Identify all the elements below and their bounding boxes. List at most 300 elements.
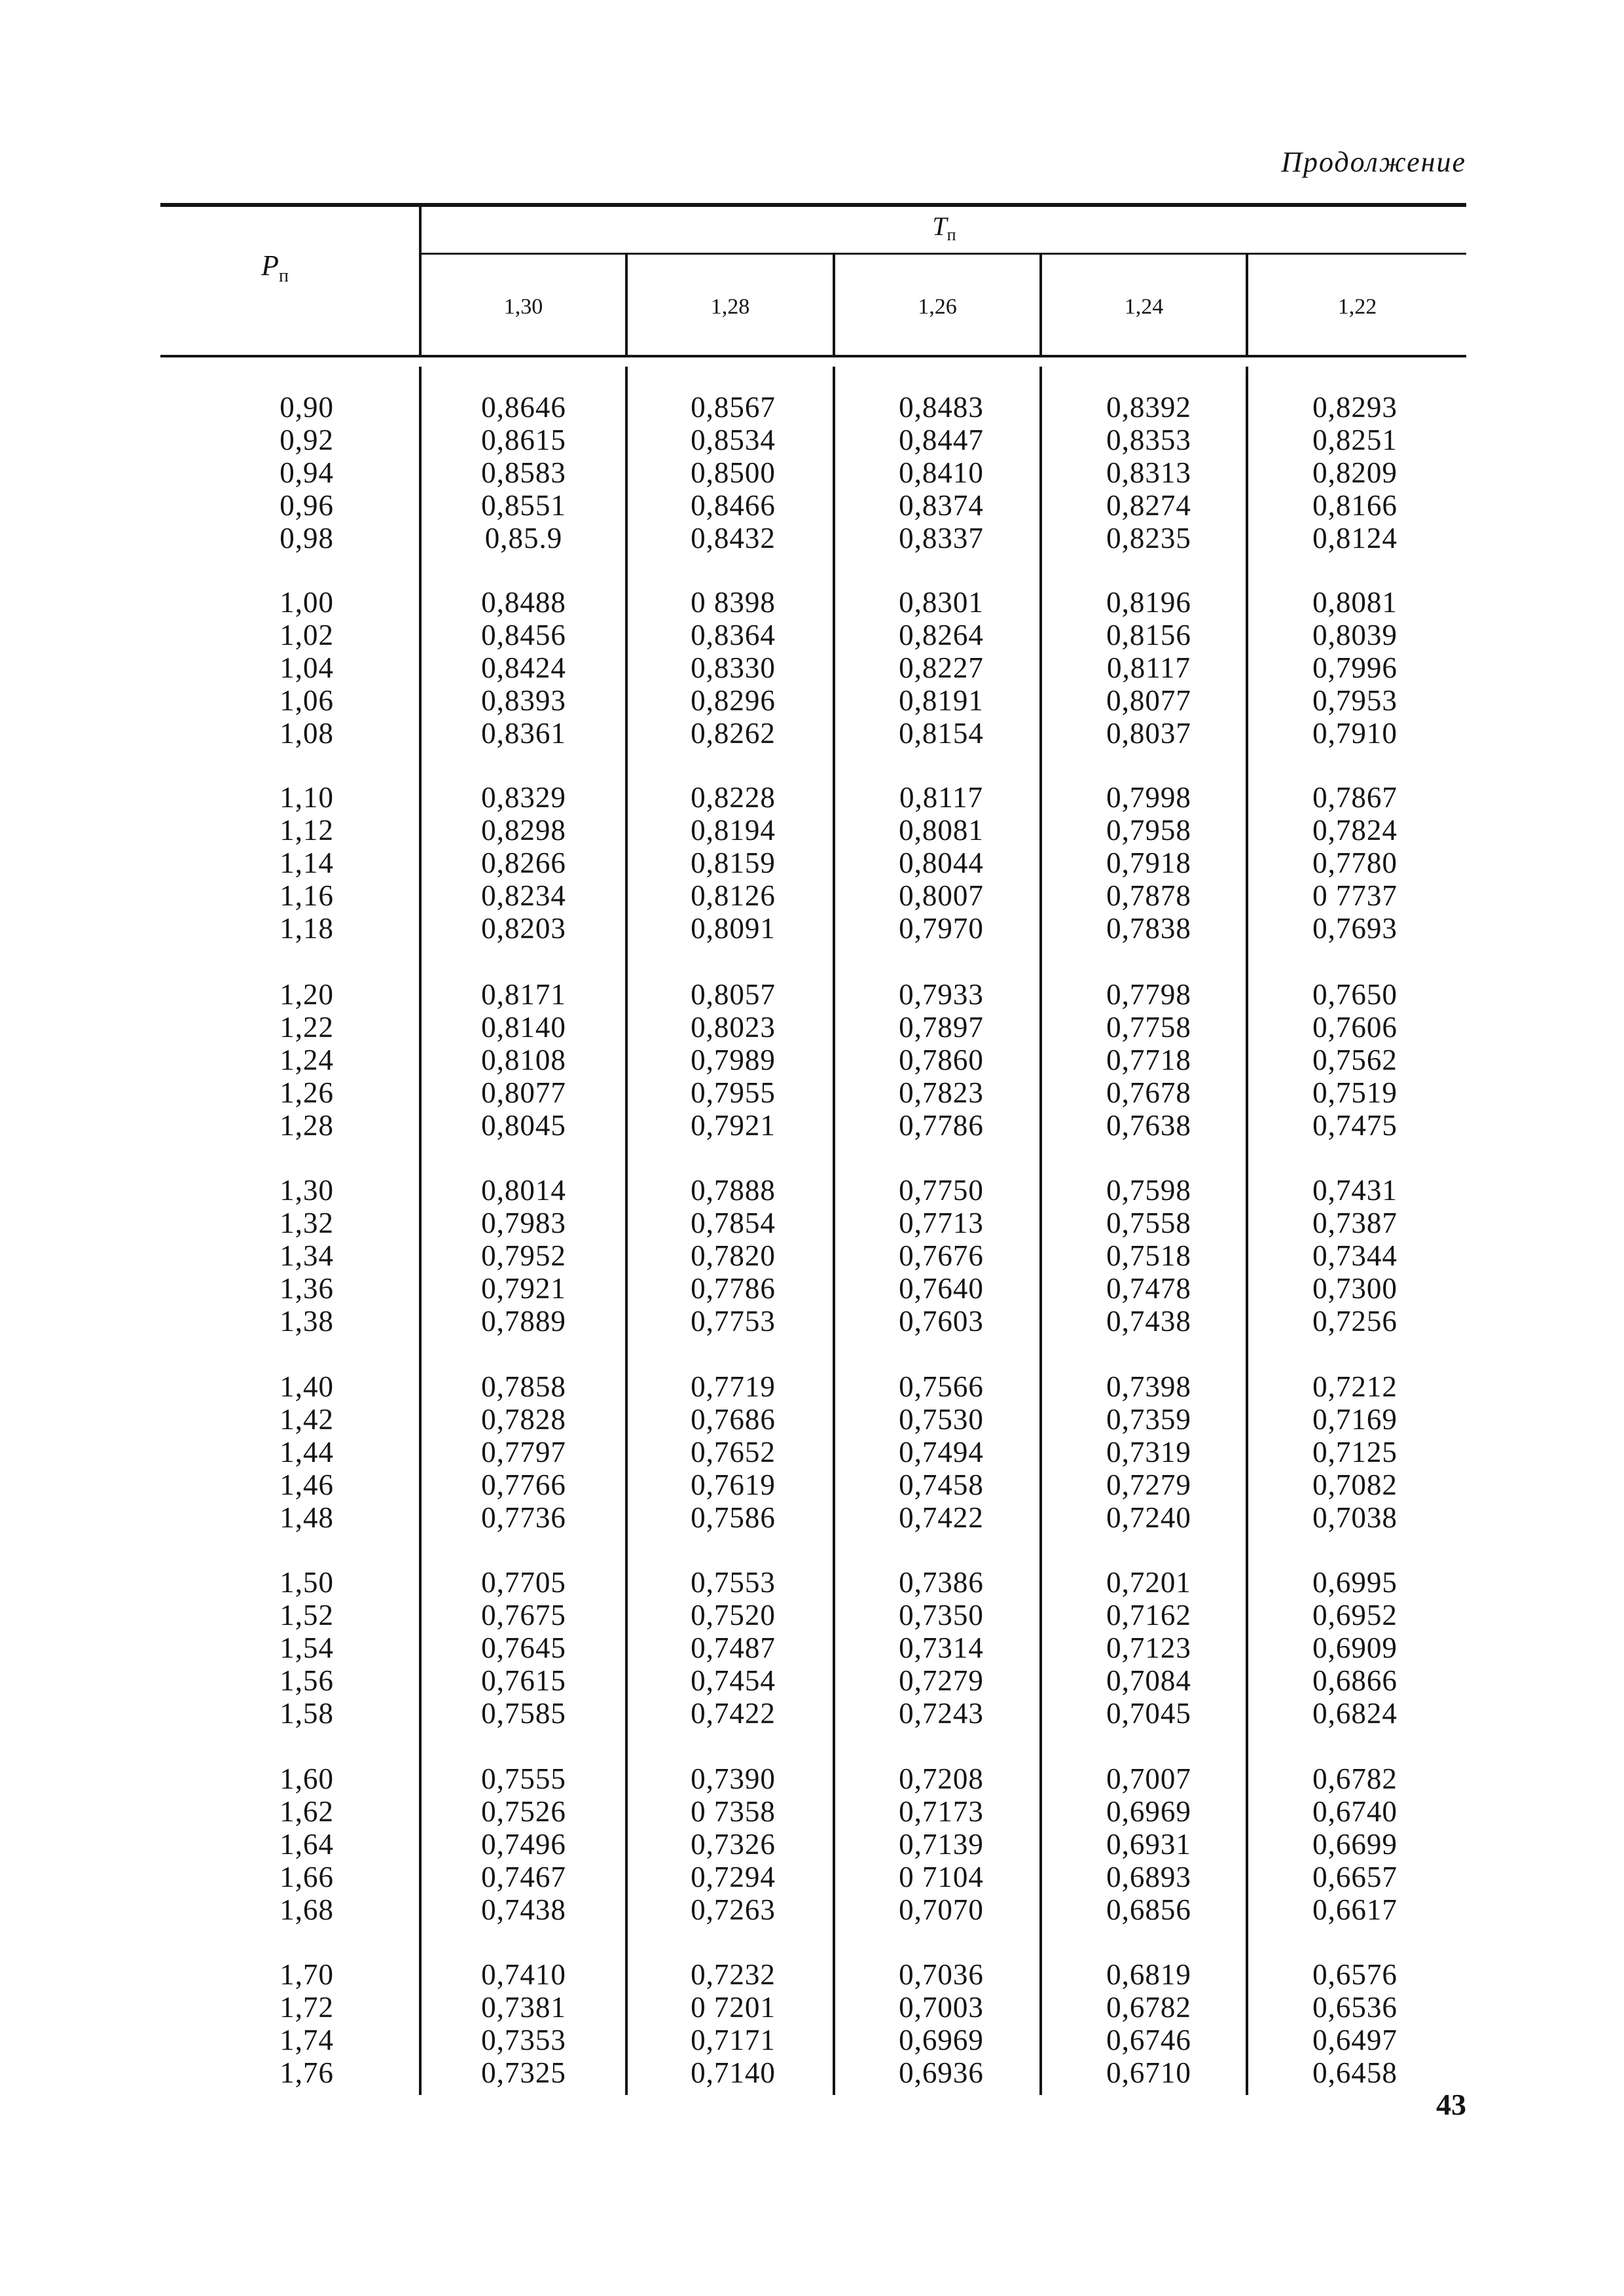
pressure-cell: 1,70 [280,1958,334,1991]
value-cell: 0,8337 [899,522,984,555]
value-cell: 0,7606 [1312,1011,1398,1044]
value-cell: 0,7989 [691,1044,776,1076]
pressure-cell: 1,68 [280,1893,334,1926]
value-cell: 0,7786 [691,1272,776,1305]
table-row [0,684,1624,717]
value-cell: 0,7326 [691,1828,776,1861]
table-row [0,2024,1624,2056]
table-row [0,847,1624,879]
value-cell: 0,7494 [899,1436,984,1468]
value-cell: 0,7438 [1106,1305,1191,1338]
value-cell: 0,6995 [1312,1566,1398,1599]
value-cell: 0,7650 [1312,978,1398,1011]
table-row [0,1893,1624,1926]
value-cell: 0,7171 [691,2024,776,2056]
value-cell: 0,7970 [899,912,984,945]
pressure-cell: 1,48 [280,1501,334,1534]
table-row [0,651,1624,684]
t-column-header: 1,30 [503,295,543,319]
value-cell: 0,7381 [481,1991,566,2024]
table-row [0,1566,1624,1599]
value-cell: 0 7201 [691,1991,776,2024]
value-cell: 0,6969 [899,2024,984,2056]
header-bottom-rule [160,355,1466,357]
table-row [0,912,1624,945]
value-cell: 0,7867 [1312,781,1398,814]
value-cell: 0,8298 [481,814,566,847]
value-cell: 0,7828 [481,1403,566,1436]
value-cell: 0,8156 [1106,619,1191,651]
value-cell: 0,7854 [691,1207,776,1239]
value-cell: 0,7344 [1312,1239,1398,1272]
value-cell: 0,8466 [691,489,776,522]
table-row [0,1174,1624,1207]
pressure-cell: 1,10 [280,781,334,814]
value-cell: 0,7719 [691,1370,776,1403]
value-cell: 0,8534 [691,424,776,456]
value-cell: 0,7823 [899,1076,984,1109]
table-row [0,1272,1624,1305]
value-cell: 0,8117 [899,781,984,814]
value-cell: 0,8583 [481,456,566,489]
pressure-cell: 1,22 [280,1011,334,1044]
table-row [0,1011,1624,1044]
value-cell: 0,8014 [481,1174,566,1207]
table-row [0,1762,1624,1795]
value-cell: 0,8081 [899,814,984,847]
value-cell: 0,7640 [899,1272,984,1305]
value-cell: 0,7478 [1106,1272,1191,1305]
pressure-cell: 1,38 [280,1305,334,1338]
value-cell: 0,6458 [1312,2056,1398,2089]
table-row [0,1403,1624,1436]
value-cell: 0,8361 [481,717,566,750]
value-cell: 0,7398 [1106,1370,1191,1403]
value-cell: 0,7422 [899,1501,984,1534]
p-subscript: п [278,266,289,286]
pressure-cell: 1,74 [280,2024,334,2056]
t-group-header [422,211,1466,245]
value-cell: 0,7458 [899,1468,984,1501]
table-row [0,978,1624,1011]
value-cell: 0,6893 [1106,1861,1191,1893]
value-cell: 0 8398 [691,586,776,619]
value-cell: 0,7652 [691,1436,776,1468]
table-row [0,522,1624,555]
pressure-cell: 1,04 [280,651,334,684]
value-cell: 0,7878 [1106,879,1191,912]
value-cell: 0,8203 [481,912,566,945]
table-row [0,1861,1624,1893]
pressure-cell: 0,90 [280,391,334,424]
table-row [0,1436,1624,1468]
value-cell: 0,7212 [1312,1370,1398,1403]
value-cell: 0,8196 [1106,586,1191,619]
value-cell: 0,7645 [481,1631,566,1664]
value-cell: 0,8313 [1106,456,1191,489]
value-cell: 0 7358 [691,1795,776,1828]
value-cell: 0,7678 [1106,1076,1191,1109]
value-cell: 0,7897 [899,1011,984,1044]
value-cell: 0,7798 [1106,978,1191,1011]
value-cell: 0,6746 [1106,2024,1191,2056]
value-cell: 0,8424 [481,651,566,684]
value-cell: 0,8228 [691,781,776,814]
pressure-cell: 1,14 [280,847,334,879]
value-cell: 0,7786 [899,1109,984,1142]
value-cell: 0,85.9 [484,522,563,555]
value-cell: 0,7983 [481,1207,566,1239]
value-cell: 0,7300 [1312,1272,1398,1305]
pressure-cell: 0,98 [280,522,334,555]
pressure-cell: 1,20 [280,978,334,1011]
pressure-cell: 1,64 [280,1828,334,1861]
pressure-cell: 1,52 [280,1599,334,1631]
pressure-cell: 1,00 [280,586,334,619]
value-cell: 0,6909 [1312,1631,1398,1664]
value-cell: 0,8126 [691,879,776,912]
pressure-cell: 1,54 [280,1631,334,1664]
value-cell: 0,8045 [481,1109,566,1142]
value-cell: 0,7598 [1106,1174,1191,1207]
pressure-cell: 1,56 [280,1664,334,1697]
value-cell: 0,7007 [1106,1762,1191,1795]
table-row [0,1664,1624,1697]
table-row [0,1631,1624,1664]
value-cell: 0,8551 [481,489,566,522]
value-cell: 0,7921 [481,1272,566,1305]
table-row [0,1044,1624,1076]
value-cell: 0,7603 [899,1305,984,1338]
value-cell: 0,7838 [1106,912,1191,945]
value-cell: 0,7820 [691,1239,776,1272]
value-cell: 0,7519 [1312,1076,1398,1109]
pressure-cell: 1,30 [280,1174,334,1207]
value-cell: 0,8374 [899,489,984,522]
value-cell: 0,7353 [481,2024,566,2056]
value-cell: 0,7888 [691,1174,776,1207]
p-symbol: P [261,249,279,282]
pressure-cell: 1,42 [280,1403,334,1436]
value-cell: 0,8235 [1106,522,1191,555]
value-cell: 0,7123 [1106,1631,1191,1664]
table-row [0,424,1624,456]
value-cell: 0,8081 [1312,586,1398,619]
value-cell: 0,6782 [1312,1762,1398,1795]
value-cell: 0,7279 [1106,1468,1191,1501]
value-cell: 0,8500 [691,456,776,489]
pressure-cell: 1,46 [280,1468,334,1501]
value-cell: 0 7104 [899,1861,984,1893]
value-cell: 0,8646 [481,391,566,424]
table-row [0,1958,1624,1991]
table-row [0,1697,1624,1730]
value-cell: 0,7422 [691,1697,776,1730]
value-cell: 0,8057 [691,978,776,1011]
value-cell: 0,7558 [1106,1207,1191,1239]
value-cell: 0,8171 [481,978,566,1011]
value-cell: 0,8124 [1312,522,1398,555]
value-cell: 0,8154 [899,717,984,750]
value-cell: 0,6699 [1312,1828,1398,1861]
value-cell: 0,8353 [1106,424,1191,456]
value-cell: 0,7475 [1312,1109,1398,1142]
value-cell: 0,7431 [1312,1174,1398,1207]
page-number: 43 [1436,2088,1466,2121]
value-cell: 0,7263 [691,1893,776,1926]
value-cell: 0,7955 [691,1076,776,1109]
value-cell: 0,8191 [899,684,984,717]
value-cell: 0,7140 [691,2056,776,2089]
pressure-cell: 0,92 [280,424,334,456]
value-cell: 0,7038 [1312,1501,1398,1534]
value-cell: 0,7686 [691,1403,776,1436]
value-cell: 0,8447 [899,424,984,456]
value-cell: 0,8117 [1106,651,1191,684]
value-cell: 0,8274 [1106,489,1191,522]
value-cell: 0,7387 [1312,1207,1398,1239]
value-cell: 0,8077 [481,1076,566,1109]
pressure-cell: 1,06 [280,684,334,717]
value-cell: 0,8039 [1312,619,1398,651]
pressure-cell: 1,50 [280,1566,334,1599]
value-cell: 0,7125 [1312,1436,1398,1468]
value-cell: 0,7139 [899,1828,984,1861]
table-row [0,1239,1624,1272]
continuation-label: Продолжение [1281,146,1466,178]
value-cell: 0,8293 [1312,391,1398,424]
value-cell: 0,7350 [899,1599,984,1631]
table-row [0,1468,1624,1501]
pressure-cell: 0,96 [280,489,334,522]
value-cell: 0,8567 [691,391,776,424]
pressure-cell: 1,66 [280,1861,334,1893]
value-cell: 0,8364 [691,619,776,651]
value-cell: 0,7410 [481,1958,566,1991]
value-cell: 0,7780 [1312,847,1398,879]
value-cell: 0,8488 [481,586,566,619]
p-column-header [164,249,386,287]
value-cell: 0,6866 [1312,1664,1398,1697]
value-cell: 0,7314 [899,1631,984,1664]
pressure-cell: 1,26 [280,1076,334,1109]
value-cell: 0,6856 [1106,1893,1191,1926]
value-cell: 0,7693 [1312,912,1398,945]
value-cell: 0,7084 [1106,1664,1191,1697]
value-cell: 0,6952 [1312,1599,1398,1631]
value-cell: 0,7243 [899,1697,984,1730]
value-cell: 0,8140 [481,1011,566,1044]
header-divider-1 [419,207,422,355]
value-cell: 0,7036 [899,1958,984,1991]
pressure-cell: 1,08 [280,717,334,750]
value-cell: 0,7438 [481,1893,566,1926]
pressure-cell: 1,02 [280,619,334,651]
value-cell: 0,7676 [899,1239,984,1272]
value-cell: 0,7169 [1312,1403,1398,1436]
pressure-cell: 0,94 [280,456,334,489]
value-cell: 0,8044 [899,847,984,879]
value-cell: 0,8329 [481,781,566,814]
value-cell: 0,7824 [1312,814,1398,847]
value-cell: 0,7553 [691,1566,776,1599]
pressure-cell: 1,76 [280,2056,334,2089]
value-cell: 0,7860 [899,1044,984,1076]
t-column-header: 1,26 [918,295,957,319]
value-cell: 0,8209 [1312,456,1398,489]
value-cell: 0,7487 [691,1631,776,1664]
pressure-cell: 1,34 [280,1239,334,1272]
table-row [0,1076,1624,1109]
value-cell: 0,6824 [1312,1697,1398,1730]
pressure-cell: 1,12 [280,814,334,847]
table-row [0,489,1624,522]
table-row [0,456,1624,489]
value-cell: 0,7952 [481,1239,566,1272]
value-cell: 0,7889 [481,1305,566,1338]
value-cell: 0,8301 [899,586,984,619]
table-row [0,814,1624,847]
value-cell: 0,7082 [1312,1468,1398,1501]
value-cell: 0,7201 [1106,1566,1191,1599]
value-cell: 0,7390 [691,1762,776,1795]
table-row [0,586,1624,619]
value-cell: 0,7566 [899,1370,984,1403]
value-cell: 0,7279 [899,1664,984,1697]
value-cell: 0,8007 [899,879,984,912]
value-cell: 0,7615 [481,1664,566,1697]
value-cell: 0,7585 [481,1697,566,1730]
value-cell: 0,7638 [1106,1109,1191,1142]
value-cell: 0,8108 [481,1044,566,1076]
value-cell: 0,8091 [691,912,776,945]
value-cell: 0,6536 [1312,1991,1398,2024]
t-column-header: 1,28 [710,295,750,319]
value-cell: 0,7070 [899,1893,984,1926]
value-cell: 0,6710 [1106,2056,1191,2089]
value-cell: 0,7713 [899,1207,984,1239]
pressure-cell: 1,40 [280,1370,334,1403]
value-cell: 0,7359 [1106,1403,1191,1436]
value-cell: 0,7753 [691,1305,776,1338]
table-row [0,879,1624,912]
value-cell: 0,8166 [1312,489,1398,522]
table-row [0,781,1624,814]
table-row [0,1109,1624,1142]
value-cell: 0,8251 [1312,424,1398,456]
value-cell: 0,7758 [1106,1011,1191,1044]
value-cell: 0,6819 [1106,1958,1191,1991]
value-cell: 0,8264 [899,619,984,651]
value-cell: 0,8432 [691,522,776,555]
value-cell: 0,7518 [1106,1239,1191,1272]
pressure-cell: 1,44 [280,1436,334,1468]
value-cell: 0,7294 [691,1861,776,1893]
value-cell: 0,7675 [481,1599,566,1631]
value-cell: 0,8262 [691,717,776,750]
value-cell: 0,7750 [899,1174,984,1207]
value-cell: 0,7562 [1312,1044,1398,1076]
value-cell: 0,8227 [899,651,984,684]
value-cell: 0,8330 [691,651,776,684]
value-cell: 0,7998 [1106,781,1191,814]
value-cell: 0,7325 [481,2056,566,2089]
value-cell: 0,7003 [899,1991,984,2024]
table-row [0,1305,1624,1338]
value-cell: 0,7319 [1106,1436,1191,1468]
value-cell: 0,7933 [899,978,984,1011]
table-row [0,391,1624,424]
value-cell: 0,8296 [691,684,776,717]
value-cell: 0,7958 [1106,814,1191,847]
value-cell: 0,8159 [691,847,776,879]
value-cell: 0,8393 [481,684,566,717]
value-cell: 0,7162 [1106,1599,1191,1631]
value-cell: 0,7467 [481,1861,566,1893]
value-cell: 0,7555 [481,1762,566,1795]
value-cell: 0,6617 [1312,1893,1398,1926]
value-cell: 0,7766 [481,1468,566,1501]
value-cell: 0,7736 [481,1501,566,1534]
pressure-cell: 1,18 [280,912,334,945]
value-cell: 0,7232 [691,1958,776,1991]
table-top-rule [160,203,1466,207]
table-row [0,1370,1624,1403]
table-row [0,2056,1624,2089]
value-cell: 0,7240 [1106,1501,1191,1534]
value-cell: 0,8456 [481,619,566,651]
value-cell: 0,6576 [1312,1958,1398,1991]
value-cell: 0,8037 [1106,717,1191,750]
value-cell: 0,7858 [481,1370,566,1403]
value-cell: 0,7910 [1312,717,1398,750]
value-cell: 0,8266 [481,847,566,879]
value-cell: 0,7586 [691,1501,776,1534]
value-cell: 0,7705 [481,1566,566,1599]
value-cell: 0,7045 [1106,1697,1191,1730]
pressure-cell: 1,58 [280,1697,334,1730]
value-cell: 0,7173 [899,1795,984,1828]
value-cell: 0,7526 [481,1795,566,1828]
table-row [0,1991,1624,2024]
value-cell: 0,8615 [481,424,566,456]
pressure-cell: 1,60 [280,1762,334,1795]
value-cell: 0,7496 [481,1828,566,1861]
value-cell: 0,6497 [1312,2024,1398,2056]
t-column-header: 1,22 [1337,295,1377,319]
pressure-cell: 1,72 [280,1991,334,2024]
value-cell: 0,7208 [899,1762,984,1795]
pressure-cell: 1,16 [280,879,334,912]
table-row [0,1501,1624,1534]
value-cell: 0,6936 [899,2056,984,2089]
value-cell: 0,7797 [481,1436,566,1468]
t-column-header: 1,24 [1124,295,1164,319]
t-symbol: T [932,211,947,241]
value-cell: 0,7256 [1312,1305,1398,1338]
value-cell: 0,6931 [1106,1828,1191,1861]
value-cell: 0,7530 [899,1403,984,1436]
pressure-cell: 1,24 [280,1044,334,1076]
value-cell: 0,6782 [1106,1991,1191,2024]
value-cell: 0 7737 [1312,879,1398,912]
pressure-cell: 1,36 [280,1272,334,1305]
value-cell: 0,8392 [1106,391,1191,424]
table-row [0,1795,1624,1828]
value-cell: 0,6969 [1106,1795,1191,1828]
value-cell: 0,7454 [691,1664,776,1697]
value-cell: 0,8194 [691,814,776,847]
